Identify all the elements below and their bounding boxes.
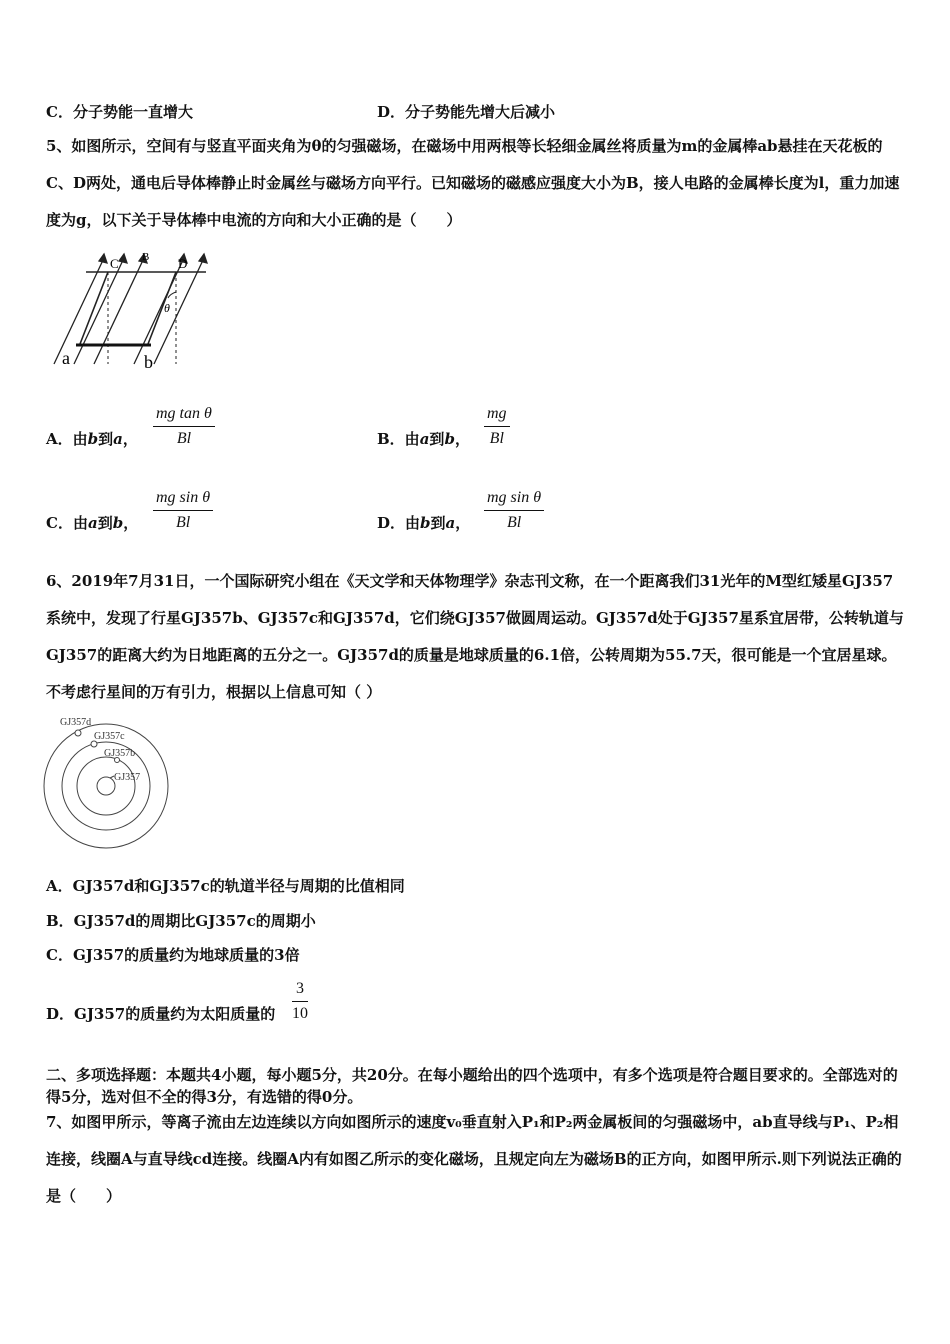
label-a: a (62, 348, 70, 368)
label-b: b (144, 352, 153, 372)
q4-option-d: D．分子势能先增大后减小 (377, 103, 556, 121)
q5-option-d-fraction: $\frac{\text{mg sin θ}}{Bl}$ (484, 489, 544, 532)
label-theta: θ (164, 301, 170, 315)
orbit-gj357d (44, 724, 168, 848)
q5-option-b-fraction: $\frac{mg}{Bl}$ (484, 405, 510, 448)
label-gj357c: GJ357c (94, 731, 125, 742)
label-c: C (110, 256, 119, 271)
q6-option-d: D．GJ357的质量约为太阳质量的 (46, 1005, 276, 1023)
q5-option-b: B．由a到b， (377, 430, 470, 448)
q6-option-a: A．GJ357d和GJ357c的轨道半径与周期的比值相同 (46, 877, 405, 895)
planet-gj357d (75, 730, 81, 736)
section-2-heading: 二、多项选择题：本题共4小题，每小题5分，共20分。在每小题给出的四个选项中，有多个选项是符合题目要求的。全部选对的得5分，选对但不全的得3分，有选错的得0分。 (46, 1066, 898, 1106)
q5-option-a: A．由b到a， (46, 430, 138, 448)
label-field-b: B (142, 251, 150, 263)
q5-figure (46, 248, 216, 374)
orbit-gj357b (77, 757, 135, 815)
wire-d (148, 272, 176, 344)
q6-option-b: B．GJ357d的周期比GJ357c的周期小 (46, 912, 316, 930)
q6-stem: 6、2019年7月31日，一个国际研究小组在《天文学和天体物理学》杂志刊文称，在一个距离我们31光年的M型红矮星GJ357系统中，发现了行星GJ357b、GJ357c和GJ357d，它们绕GJ357做圆周运动。GJ357d处于GJ357星系宜居带，公转轨道与GJ357的距离大约为日地距离的五分之一。GJ357d的质量是地球质量的6.1倍，公转周期为55.7天，很可能是一个宜居星球。不考虑行星间的万有引力，根据以上信息可知（ ） (46, 572, 904, 701)
q6-orbit-figure (40, 712, 180, 852)
q5-option-c-fraction: $\frac{\text{mg sin θ}}{Bl}$ (153, 489, 213, 532)
wire-c (80, 272, 108, 344)
q5-option-a-fraction: $\frac{\text{mg tan θ}}{Bl}$ (153, 405, 215, 448)
q6-option-d-fraction: $\frac{3}{10}$ (292, 980, 308, 1022)
q5-option-d: D．由b到a， (377, 514, 471, 532)
label-gj357b: GJ357b (104, 748, 136, 759)
star-gj357 (97, 777, 115, 795)
theta-arc (168, 292, 176, 298)
q4-option-c: C．分子势能一直增大 (46, 103, 193, 121)
q5-option-c: C．由a到b， (46, 514, 139, 532)
q5-stem: 5、如图所示，空间有与竖直平面夹角为θ的匀强磁场，在磁场中用两根等长轻细金属丝将质量为m的金属棒ab悬挂在天花板的C、D两处，通电后导体棒静止时金属丝与磁场方向平行。已知磁场的磁感应强度大小为B，接人电路的金属棒长度为l，重力加速度为g，以下关于导体棒中电流的方向和大小正确的是（ ） (46, 137, 900, 229)
label-d: D (178, 256, 188, 271)
label-gj357: GJ357 (114, 772, 141, 783)
q7-stem: 7、如图甲所示，等离子流由左边连续以方向如图所示的速度v₀垂直射入P₁和P₂两金属板间的匀强磁场中，ab直导线与P₁、P₂相连接，线圈A与直导线cd连接。线圈A内有如图乙所示的变化磁场，且规定向左为磁场B的正方向，如图甲所示.则下列说法正确的是（ ） (46, 1113, 902, 1205)
q6-option-c: C．GJ357的质量约为地球质量的3倍 (46, 946, 300, 964)
label-gj357d: GJ357d (60, 717, 92, 728)
